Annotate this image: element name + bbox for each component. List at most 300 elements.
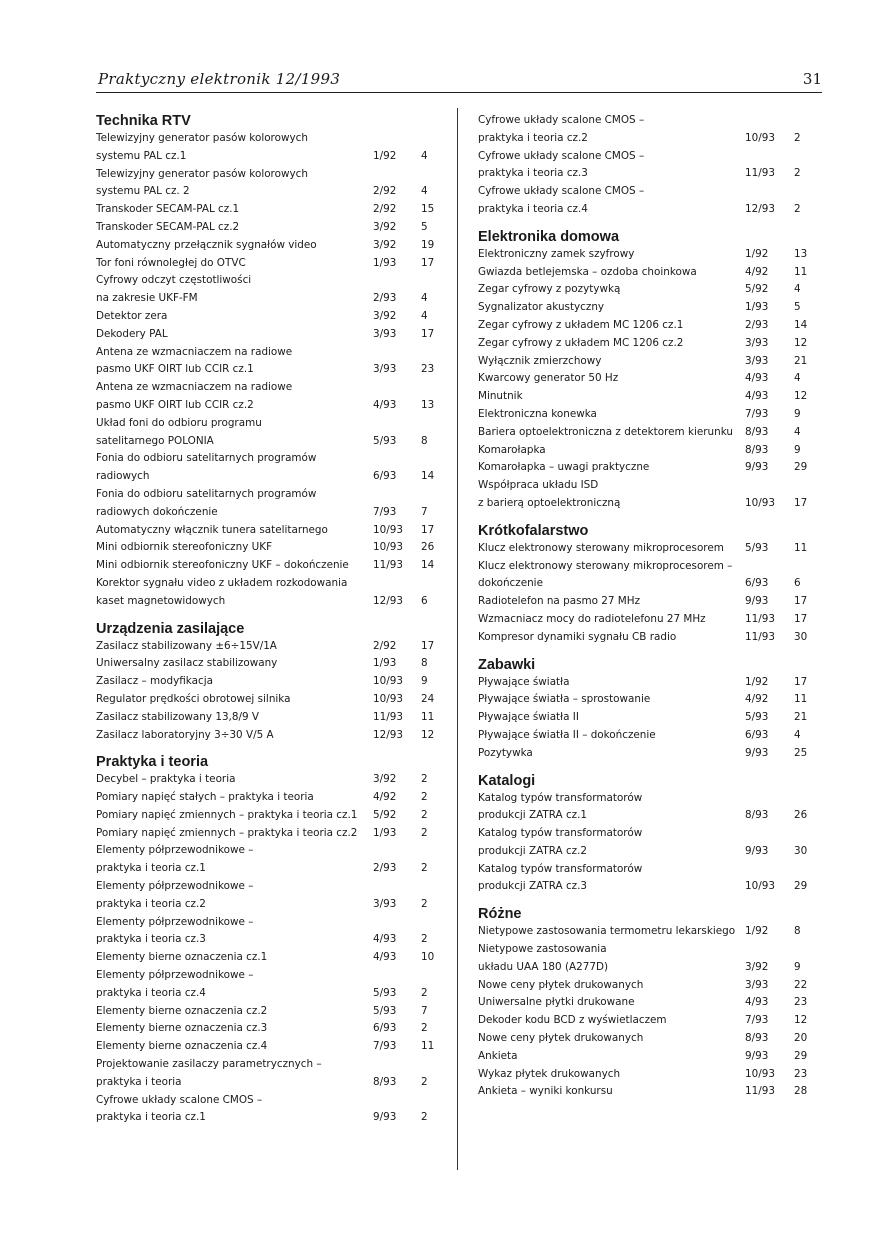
entry-issue: 5/92 [373,808,397,821]
entry-page: 8 [421,434,428,447]
entry-title: Elektroniczny zamek szyfrowy [478,247,635,260]
toc-entry [478,558,814,576]
entry-title: Automatyczny przełącznik sygnałów video [96,238,317,251]
toc-entry [478,709,814,727]
entry-page: 2 [421,1111,428,1124]
entry-issue: 5/92 [745,283,769,296]
entry-title: radiowych dokończenie [96,505,218,518]
entry-title: Komarołapka – uwagi praktyczne [478,461,650,474]
entry-page [794,112,814,130]
entry-title: Klucz elektronowy sterowany mikroprocesorem [478,541,724,554]
entry-title: Katalog typów transformatorów [478,827,643,840]
entry-title: Detektor zera [96,309,168,322]
entry-page [794,790,814,808]
entry-issue: 10/93 [745,496,775,509]
entry-page: 17 [794,496,808,509]
entry-title: Mini odbiornik stereofoniczny UKF – dokończenie [96,559,349,572]
entry-page: 6 [794,577,801,590]
entry-title: Elementy półprzewodnikowe – [96,880,254,893]
entry-title: Transkoder SECAM-PAL cz.2 [96,220,240,233]
entry-issue [373,914,421,932]
entry-page: 23 [794,996,808,1009]
toc-entry [96,308,441,326]
entry-title: praktyka i teoria cz.3 [96,933,206,946]
entry-page: 11 [794,265,808,278]
entry-page: 29 [794,1049,808,1062]
entry-page [421,450,441,468]
entry-issue: 9/93 [745,461,769,474]
entry-page: 11 [794,541,808,554]
entry-title: Pomiary napięć zmiennych – praktyka i teoria cz.2 [96,826,358,839]
entry-issue: 2/92 [373,185,397,198]
toc-entry [96,655,441,673]
toc-entry [96,166,441,184]
entry-page [794,941,814,959]
entry-issue: 9/93 [745,844,769,857]
toc-entry [478,745,814,763]
entry-title: Wykaz płytek drukowanych [478,1067,621,1080]
entry-title: Nowe ceny płytek drukowanych [478,1032,644,1045]
entry-issue [745,558,794,576]
page-number: 31 [802,70,822,88]
toc-entry [478,540,814,558]
entry-issue: 4/93 [745,390,769,403]
section-title: Krótkofalarstwo [478,522,589,539]
entry-issue [745,148,794,166]
entry-page [794,825,814,843]
entry-title: Automatyczny włącznik tunera satelitarnego [96,523,328,536]
entry-title: praktyka i teoria cz.1 [96,1111,206,1124]
entry-title: praktyka i teoria cz.4 [478,202,588,215]
entry-title: Nietypowe zastosowania termometru lekarskiego [478,925,736,938]
entry-page: 23 [794,1067,808,1080]
entry-issue [745,477,794,495]
toc-entry [96,344,441,362]
entry-issue: 10/93 [373,541,403,554]
entry-page: 9 [421,675,428,688]
entry-page [421,166,441,184]
entry-issue: 4/93 [373,398,397,411]
entry-title: Układ foni do odbioru programu [96,416,262,429]
entry-issue: 1/93 [745,301,769,314]
section-title: Różne [478,906,522,923]
toc-section [478,896,814,1101]
entry-page: 2 [421,808,428,821]
toc-entry [96,1020,441,1038]
entry-issue: 11/93 [745,612,775,625]
entry-title: Katalog typów transformatorów [478,862,643,875]
entry-title: Dekoder kodu BCD z wyświetlaczem [478,1014,667,1027]
entry-title: Współpraca układu ISD [478,479,599,492]
entry-issue: 4/92 [745,265,769,278]
entry-page [421,575,441,593]
toc-entry [478,691,814,709]
entry-page [421,130,441,148]
entry-page: 17 [794,675,808,688]
journal-title: Praktyczny elektronik 12/1993 [98,70,341,88]
entry-page: 4 [794,372,801,385]
entry-title: praktyka i teoria cz.3 [478,167,588,180]
entry-page: 4 [794,283,801,296]
entry-page: 7 [421,1004,428,1017]
entry-title: Ankieta – wyniki konkursu [478,1085,613,1098]
toc-entry [96,967,441,985]
toc-entry [96,860,441,878]
entry-issue: 12/93 [745,202,775,215]
entry-title: Zasilacz – modyfikacja [96,675,213,688]
toc-entry [96,290,441,308]
entry-page: 2 [421,862,428,875]
toc-entry [96,1003,441,1021]
toc-entry [478,575,814,593]
toc-entry [96,237,441,255]
entry-title: pasmo UKF OIRT lub CCIR cz.1 [96,363,254,376]
entry-issue: 10/93 [373,692,403,705]
entry-page: 2 [421,897,428,910]
entry-title: produkcji ZATRA cz.1 [478,809,588,822]
entry-title: Pomiary napięć zmiennych – praktyka i teoria cz.1 [96,808,358,821]
entry-issue [745,825,794,843]
entry-issue: 6/93 [745,728,769,741]
entry-issue: 8/93 [745,1032,769,1045]
toc-entry [478,674,814,692]
entry-issue [373,842,421,860]
entry-issue: 8/93 [745,425,769,438]
toc-entry [478,923,814,941]
entry-page: 9 [794,960,801,973]
toc-entry [478,264,814,282]
entry-issue: 4/92 [373,791,397,804]
toc-section [478,647,814,763]
toc-entry [478,317,814,335]
entry-page: 5 [421,220,428,233]
toc-entry [96,219,441,237]
entry-issue [373,450,421,468]
entry-issue [745,112,794,130]
entry-page: 26 [421,541,435,554]
entry-issue: 8/93 [745,443,769,456]
entry-title: Korektor sygnału video z układem rozkodowania [96,576,348,589]
entry-page: 4 [421,292,428,305]
entry-title: Tor foni równoległej do OTVC [96,256,246,269]
toc-entry [96,326,441,344]
entry-page: 22 [794,978,808,991]
toc-entry [96,673,441,691]
toc-entry [96,807,441,825]
toc-entry [478,388,814,406]
entry-page: 4 [794,425,801,438]
entry-page [794,148,814,166]
entry-page [421,272,441,290]
entry-title: Nietypowe zastosowania [478,943,607,956]
entry-page: 2 [421,1075,428,1088]
entry-title: Antena ze wzmacniaczem na radiowe [96,345,293,358]
entry-issue: 3/93 [373,363,397,376]
toc-entry [478,611,814,629]
section-gap [478,896,814,905]
entry-issue: 11/93 [745,630,775,643]
entry-title: radiowych [96,470,150,483]
entry-title: Telewizyjny generator pasów kolorowych [96,167,308,180]
entry-title: Pływające światła II [478,711,579,724]
entry-title: praktyka i teoria cz.1 [96,862,206,875]
toc-entry [478,299,814,317]
entry-title: Dekodery PAL [96,327,168,340]
toc-entry [478,994,814,1012]
entry-issue: 1/93 [373,657,397,670]
entry-page: 29 [794,461,808,474]
toc-entry [96,379,441,397]
entry-page: 19 [421,238,435,251]
toc-entry [478,459,814,477]
entry-title: Radiotelefon na pasmo 27 MHz [478,595,641,608]
entry-page: 2 [421,791,428,804]
entry-title: Antena ze wzmacniaczem na radiowe [96,381,293,394]
entry-issue: 4/93 [745,372,769,385]
toc-entry [96,450,441,468]
toc-entry [96,709,441,727]
toc-entry [96,727,441,745]
toc-entry [96,878,441,896]
entry-title: Elementy bierne oznaczenia cz.3 [96,1022,268,1035]
entry-issue: 3/92 [745,960,769,973]
entry-page: 17 [421,327,435,340]
entry-title: Pływające światła II – dokończenie [478,728,656,741]
entry-title: satelitarnego POLONIA [96,434,214,447]
entry-issue: 10/93 [745,131,775,144]
entry-issue [373,344,421,362]
entry-title: systemu PAL cz. 2 [96,185,190,198]
entry-page: 2 [421,826,428,839]
toc-entry [96,255,441,273]
entry-title: Zegar cyfrowy z pozytywką [478,283,621,296]
entry-issue: 3/92 [373,220,397,233]
entry-title: Bariera optoelektroniczna z detektorem kierunku [478,425,733,438]
entry-page: 7 [421,505,428,518]
toc-entry [96,468,441,486]
entry-issue: 1/92 [745,247,769,260]
entry-page [794,861,814,879]
entry-title: produkcji ZATRA cz.2 [478,844,588,857]
entry-issue: 5/93 [373,986,397,999]
toc-entry [478,861,814,879]
entry-title: Kwarcowy generator 50 Hz [478,372,619,385]
entry-title: systemu PAL cz.1 [96,149,187,162]
toc-entry [478,406,814,424]
entry-issue: 11/93 [373,559,403,572]
entry-page: 30 [794,844,808,857]
entry-page: 13 [421,398,435,411]
toc-entry [478,1048,814,1066]
entry-issue: 5/93 [745,541,769,554]
section-title: Zabawki [478,656,536,673]
entry-page: 21 [794,711,808,724]
toc-entry [478,130,814,148]
entry-issue: 3/93 [745,336,769,349]
entry-issue: 3/93 [745,354,769,367]
entry-title: Pomiary napięć stałych – praktyka i teoria [96,791,314,804]
entry-issue: 3/93 [373,327,397,340]
entry-title: praktyka i teoria cz.2 [478,131,588,144]
entry-title: Klucz elektronowy sterowany mikroprocesorem – [478,559,733,572]
entry-title: Pozytywka [478,746,533,759]
entry-issue: 3/92 [373,309,397,322]
entry-title: Zasilacz laboratoryjny 3÷30 V/5 A [96,728,274,741]
entry-title: Cyfrowe układy scalone CMOS – [478,114,645,126]
entry-page: 26 [794,809,808,822]
entry-issue: 3/93 [373,897,397,910]
entry-issue: 12/93 [373,728,403,741]
entry-issue: 1/93 [373,256,397,269]
entry-title: Elementy półprzewodnikowe – [96,844,254,857]
entry-page [421,914,441,932]
toc-entry [96,486,441,504]
entry-title: Regulator prędkości obrotowej silnika [96,692,291,705]
section-gap [478,513,814,522]
toc-entry [478,1083,814,1101]
entry-issue [373,379,421,397]
entry-issue [745,790,794,808]
toc-entry [478,442,814,460]
toc-entry [478,977,814,995]
toc-entry [96,130,441,148]
toc-entry [478,183,814,201]
entry-issue: 4/93 [745,996,769,1009]
toc-entry [478,878,814,896]
entry-title: praktyka i teoria cz.2 [96,897,206,910]
entry-page [794,558,814,576]
toc-entry [478,201,814,219]
entry-title: Zegar cyfrowy z układem MC 1206 cz.2 [478,336,684,349]
left-column [96,112,441,1127]
entry-title: Elementy półprzewodnikowe – [96,969,254,982]
toc-section [478,219,814,513]
entry-page: 10 [421,951,435,964]
toc-entry [96,593,441,611]
entry-issue: 1/93 [373,826,397,839]
page-header [96,68,822,93]
entry-issue [745,861,794,879]
entry-title: Elementy bierne oznaczenia cz.1 [96,951,268,964]
entry-page: 15 [421,203,435,216]
section-gap [478,647,814,656]
toc-entry [96,539,441,557]
toc-entry [96,1109,441,1127]
entry-title: Transkoder SECAM-PAL cz.1 [96,203,240,216]
entry-page [794,477,814,495]
entry-page: 4 [421,185,428,198]
entry-title: Cyfrowy odczyt częstotliwości [96,274,252,287]
toc-entry [478,165,814,183]
entry-issue: 7/93 [745,407,769,420]
entry-issue: 7/93 [373,505,397,518]
entry-issue [373,486,421,504]
entry-title: Ankieta [478,1049,518,1062]
toc-entry [96,1056,441,1074]
entry-page: 13 [794,247,808,260]
entry-issue [373,967,421,985]
toc-entry [96,896,441,914]
toc-entry [478,1066,814,1084]
entry-title: Katalog typów transformatorów [478,791,643,804]
toc-entry [478,959,814,977]
entry-issue: 10/93 [373,523,403,536]
toc-entry [96,949,441,967]
entry-page: 8 [794,925,801,938]
entry-page: 11 [421,710,435,723]
toc-entry [96,522,441,540]
section-gap [478,763,814,772]
toc-entry [96,1038,441,1056]
entry-page: 17 [794,612,808,625]
entry-title: Elementy półprzewodnikowe – [96,915,254,928]
entry-page [421,379,441,397]
entry-issue: 8/93 [373,1075,397,1088]
entry-issue [373,130,421,148]
toc-entry [96,914,441,932]
entry-page: 9 [794,407,801,420]
entry-title: Zasilacz stabilizowany 13,8/9 V [96,710,259,723]
toc-entry [96,201,441,219]
toc-entry [478,335,814,353]
right-column [478,112,814,1101]
entry-issue: 3/92 [373,238,397,251]
entry-page: 23 [421,363,435,376]
entry-issue: 3/93 [745,978,769,991]
toc-entry [478,807,814,825]
entry-issue: 9/93 [745,1049,769,1062]
section-gap [96,611,441,620]
toc-entry [478,825,814,843]
toc-entry [96,397,441,415]
toc-entry [478,1030,814,1048]
toc-entry [478,370,814,388]
entry-page: 25 [794,746,808,759]
entry-page: 2 [794,167,801,180]
entry-title: Zasilacz stabilizowany ±6÷15V/1A [96,639,277,652]
toc-entry [478,843,814,861]
entry-title: Minutnik [478,390,523,403]
entry-issue: 4/93 [373,951,397,964]
toc-section [96,112,441,611]
entry-issue: 1/92 [745,675,769,688]
entry-page [794,183,814,201]
entry-issue: 1/92 [373,149,397,162]
entry-title: Wzmacniacz mocy do radiotelefonu 27 MHz [478,612,706,625]
toc-entry [96,183,441,201]
entry-page: 4 [421,149,428,162]
entry-title: Sygnalizator akustyczny [478,301,605,314]
toc-entry [96,433,441,451]
toc-entry [96,504,441,522]
entry-title: Komarołapka [478,443,546,456]
entry-page: 30 [794,630,808,643]
entry-page [421,344,441,362]
entry-issue: 5/93 [373,434,397,447]
toc-entry [478,477,814,495]
entry-page: 2 [421,986,428,999]
entry-page: 14 [794,318,808,331]
section-title: Praktyka i teoria [96,754,209,771]
toc-entry [96,1074,441,1092]
entry-issue: 10/93 [745,880,775,893]
section-gap [478,219,814,228]
entry-issue: 6/93 [373,470,397,483]
entry-title: Nowe ceny płytek drukowanych [478,978,644,991]
entry-page: 12 [794,390,808,403]
toc-entry [478,1012,814,1030]
entry-issue: 9/93 [745,746,769,759]
